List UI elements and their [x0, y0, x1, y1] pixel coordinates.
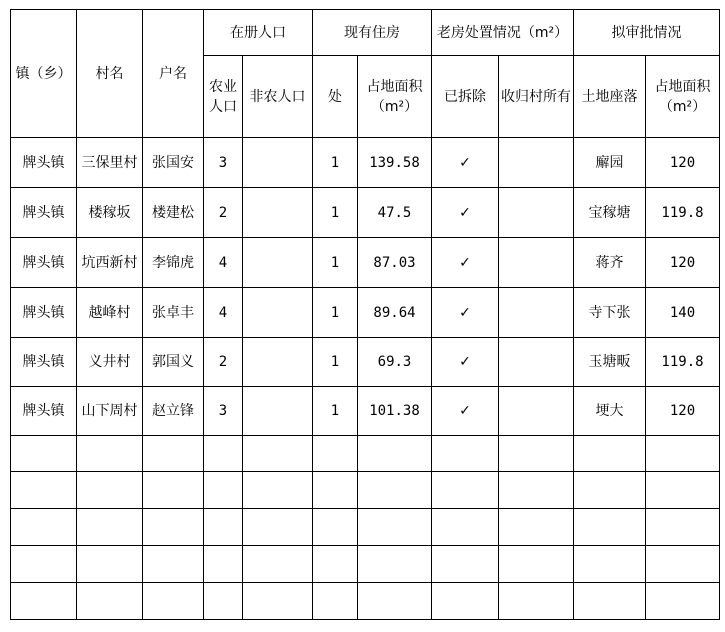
cell-reclaimed [499, 238, 574, 288]
cell-count: 1 [313, 288, 358, 338]
cell-town: 牌头镇 [11, 338, 77, 387]
header-non-agri-population: 非农人口 [243, 56, 313, 138]
cell-town: 牌头镇 [11, 188, 77, 238]
cell-household: 张卓丰 [143, 288, 204, 338]
cell-village: 义井村 [77, 338, 143, 387]
cell-approved-area: 119.8 [646, 338, 720, 387]
cell-household: 赵立锋 [143, 387, 204, 436]
header-housing-count: 处 [313, 56, 358, 138]
cell-town: 牌头镇 [11, 387, 77, 436]
check-mark-icon: ✓ [432, 288, 499, 338]
check-mark-icon: ✓ [432, 188, 499, 238]
empty-row [11, 472, 720, 509]
cell-non-agri [243, 188, 313, 238]
cell-location: 寺下张 [574, 288, 646, 338]
cell-agri: 3 [204, 387, 243, 436]
cell-location: 廨园 [574, 138, 646, 188]
cell-agri: 4 [204, 238, 243, 288]
empty-row [11, 546, 720, 583]
cell-village: 山下周村 [77, 387, 143, 436]
header-registered-population: 在册人口 [204, 10, 313, 56]
cell-count: 1 [313, 338, 358, 387]
cell-count: 1 [313, 188, 358, 238]
header-row-1 [11, 10, 720, 56]
cell-area: 89.64 [358, 288, 432, 338]
header-agri-population: 农业人口 [204, 56, 243, 138]
cell-town: 牌头镇 [11, 238, 77, 288]
cell-village: 坑西新村 [77, 238, 143, 288]
header-town: 镇（乡） [11, 10, 77, 138]
header-current-housing: 现有住房 [313, 10, 432, 56]
cell-count: 1 [313, 238, 358, 288]
cell-household: 张国安 [143, 138, 204, 188]
cell-approved-area: 119.8 [646, 188, 720, 238]
check-mark-icon: ✓ [432, 138, 499, 188]
cell-location: 埂大 [574, 387, 646, 436]
cell-village: 越峰村 [77, 288, 143, 338]
cell-location: 宝稼塘 [574, 188, 646, 238]
cell-agri: 4 [204, 288, 243, 338]
cell-reclaimed [499, 188, 574, 238]
cell-approved-area: 120 [646, 387, 720, 436]
cell-household: 楼建松 [143, 188, 204, 238]
check-mark-icon: ✓ [432, 387, 499, 436]
cell-count: 1 [313, 138, 358, 188]
cell-reclaimed [499, 288, 574, 338]
cell-non-agri [243, 138, 313, 188]
header-village: 村名 [77, 10, 143, 138]
cell-approved-area: 140 [646, 288, 720, 338]
empty-row [11, 509, 720, 546]
header-old-house-disposal: 老房处置情况（m²） [432, 10, 574, 56]
cell-non-agri [243, 338, 313, 387]
cell-non-agri [243, 288, 313, 338]
cell-village: 楼稼坂 [77, 188, 143, 238]
cell-village: 三保里村 [77, 138, 143, 188]
cell-location: 玉塘畈 [574, 338, 646, 387]
empty-row [11, 436, 720, 472]
cell-household: 李锦虎 [143, 238, 204, 288]
cell-non-agri [243, 387, 313, 436]
header-floor-area: 占地面积（m²） [358, 56, 432, 138]
cell-reclaimed [499, 387, 574, 436]
header-proposed-approval: 拟审批情况 [574, 10, 720, 56]
cell-location: 蒋齐 [574, 238, 646, 288]
cell-household: 郭国义 [143, 338, 204, 387]
header-reclaimed: 收归村所有 [499, 56, 574, 138]
cell-agri: 2 [204, 188, 243, 238]
cell-area: 139.58 [358, 138, 432, 188]
header-household: 户名 [143, 10, 204, 138]
header-demolished: 已拆除 [432, 56, 499, 138]
table-row [11, 138, 720, 188]
table-row [11, 238, 720, 288]
cell-area: 69.3 [358, 338, 432, 387]
table-row [11, 338, 720, 387]
table-row [11, 188, 720, 238]
cell-area: 101.38 [358, 387, 432, 436]
cell-town: 牌头镇 [11, 288, 77, 338]
cell-town: 牌头镇 [11, 138, 77, 188]
check-mark-icon: ✓ [432, 238, 499, 288]
header-approved-area: 占地面积（m²） [646, 56, 720, 138]
cell-agri: 2 [204, 338, 243, 387]
cell-approved-area: 120 [646, 138, 720, 188]
empty-row [11, 583, 720, 620]
cell-area: 47.5 [358, 188, 432, 238]
table-row [11, 288, 720, 338]
cell-reclaimed [499, 338, 574, 387]
approval-table [10, 9, 720, 620]
cell-count: 1 [313, 387, 358, 436]
cell-reclaimed [499, 138, 574, 188]
table-row [11, 387, 720, 436]
cell-agri: 3 [204, 138, 243, 188]
check-mark-icon: ✓ [432, 338, 499, 387]
cell-area: 87.03 [358, 238, 432, 288]
cell-non-agri [243, 238, 313, 288]
cell-approved-area: 120 [646, 238, 720, 288]
header-land-location: 土地座落 [574, 56, 646, 138]
